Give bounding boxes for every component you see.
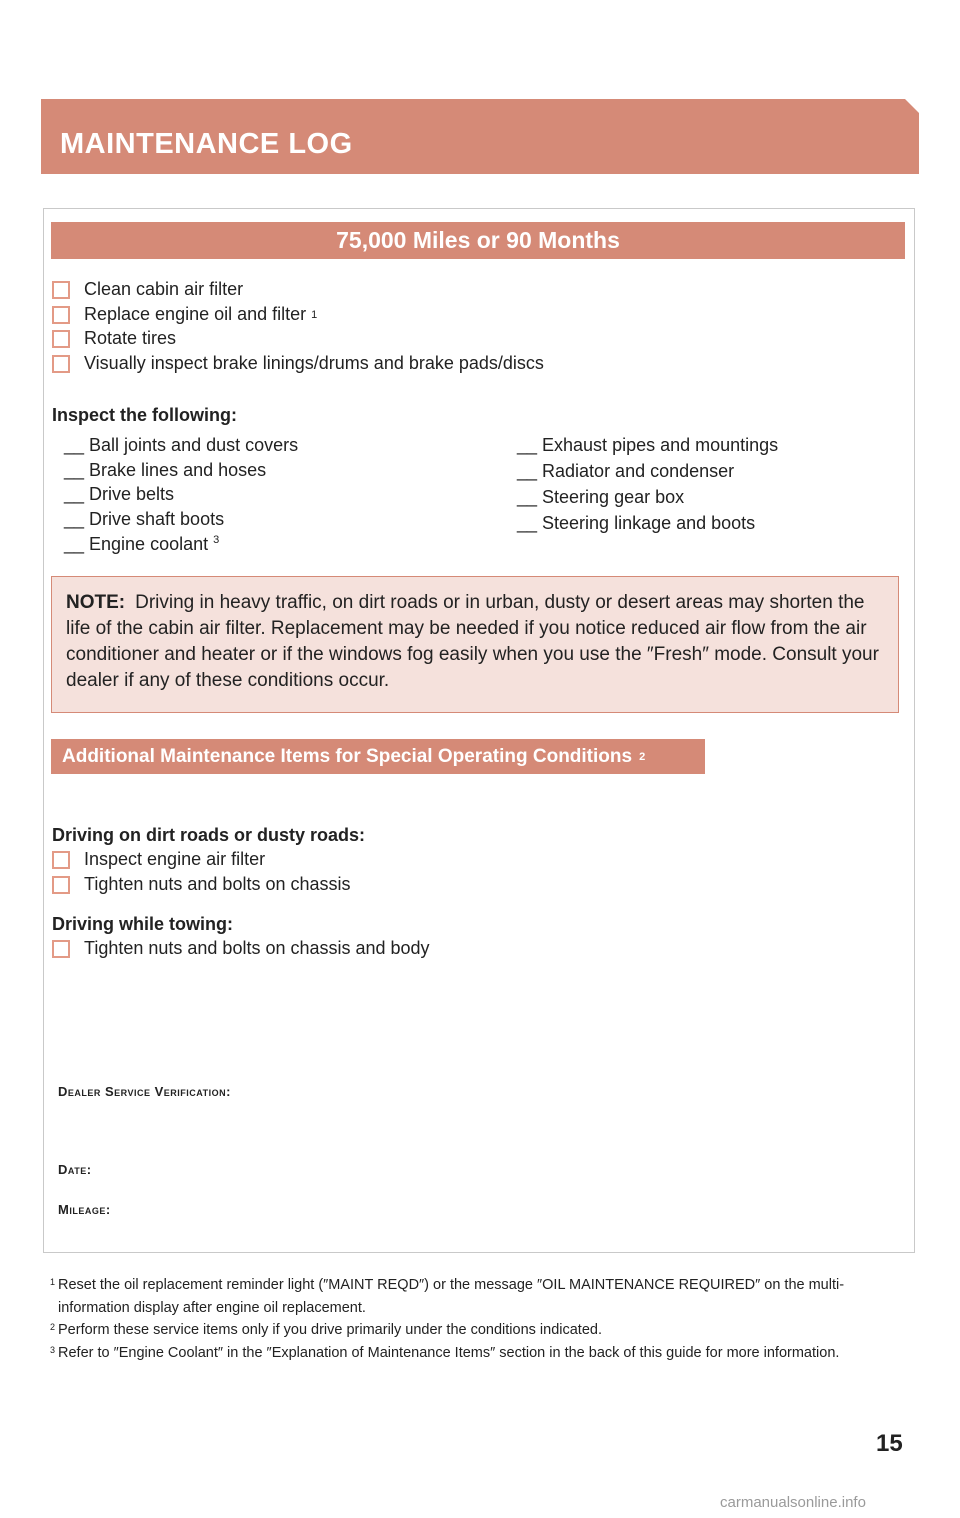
inspect-heading: Inspect the following: <box>52 405 237 425</box>
dealer-verification-label: Dealer Service Verification: <box>58 1084 231 1099</box>
mileage-label: Mileage: <box>58 1202 111 1217</box>
note-label: NOTE: <box>66 592 126 613</box>
inspect-item: __ Radiator and condenser <box>517 461 735 481</box>
inspect-item: __ Steering linkage and boots <box>517 513 756 533</box>
footnotes <box>50 1274 880 1364</box>
inspect-item: __ Drive shaft boots <box>64 509 225 529</box>
dirt-roads-heading: Driving on dirt roads or dusty roads: <box>52 825 366 845</box>
footnote-ref: 3 <box>213 534 220 546</box>
checklist-item-label: Visually inspect brake linings/drums and brake pads/discs <box>84 353 544 373</box>
interval-title: 75,000 Miles or 90 Months <box>51 222 905 259</box>
checklist-item[interactable] <box>52 328 176 349</box>
inspect-item: __ Brake lines and hoses <box>64 460 267 480</box>
checklist-item[interactable] <box>52 353 544 374</box>
checklist-item[interactable] <box>52 849 265 870</box>
checklist-item-label: Inspect engine air filter <box>84 849 266 869</box>
watermark[interactable]: carmanualsonline.info <box>720 1494 866 1511</box>
checklist-item-label: Replace engine oil and filter <box>84 304 307 324</box>
footnote <box>50 1342 880 1365</box>
checkbox-icon[interactable] <box>52 355 70 373</box>
page-number: 15 <box>876 1430 903 1457</box>
inspect-item <box>64 534 219 555</box>
checkbox-icon[interactable] <box>52 330 70 348</box>
checklist-item[interactable]: Replace engine oil and filter 1 <box>52 304 317 325</box>
checklist-item-label: Clean cabin air filter <box>84 279 244 299</box>
checklist-item-label: Tighten nuts and bolts on chassis <box>84 874 351 894</box>
checkbox-icon[interactable] <box>52 306 70 324</box>
date-label: Date: <box>58 1162 92 1177</box>
footnote <box>50 1274 880 1319</box>
checklist-item-label: Rotate tires <box>84 328 177 348</box>
footnote-number: 2 <box>50 1322 56 1332</box>
inspect-item-label: __ Engine coolant <box>64 534 209 554</box>
additional-title-bar: Additional Maintenance Items for Special Operating Conditions 2 <box>51 739 705 774</box>
inspect-item: __ Steering gear box <box>517 487 685 507</box>
checkbox-icon[interactable] <box>52 851 70 869</box>
footnote <box>50 1319 880 1342</box>
checklist-item[interactable] <box>52 938 430 959</box>
towing-heading: Driving while towing: <box>52 914 233 934</box>
inspect-item: __ Exhaust pipes and mountings <box>517 435 779 455</box>
footnote-text: Reset the oil replacement reminder light (″MAINT REQD″) or the message ″OIL MAINTENANCE REQUIRED″ on the multi-information display after engine oil replacement. <box>58 1277 845 1316</box>
inspect-item: __ Ball joints and dust covers <box>64 435 299 455</box>
footnote-text: Perform these service items only if you drive primarily under the conditions indicated. <box>58 1322 602 1338</box>
footnote-number: 1 <box>50 1277 56 1287</box>
footnote-text: Refer to ″Engine Coolant″ in the ″Explanation of Maintenance Items″ section in the back of this guide for more information. <box>58 1344 840 1361</box>
note-text <box>66 590 886 694</box>
inspect-item: __ Drive belts <box>64 484 175 504</box>
note-body: Driving in heavy traffic, on dirt roads or in urban, dusty or desert areas may shorten the life of the cabin air filter. Replacement may be needed if you notice reduced air flow from the air conditioner and heater or if the windows fog easily when you use the ″Fresh″ mode. Consult your dealer if any of these conditions occur. <box>66 592 879 691</box>
footnote-number: 3 <box>50 1344 56 1355</box>
checkbox-icon[interactable] <box>52 281 70 299</box>
checkbox-icon[interactable] <box>52 940 70 958</box>
checklist-item-label: Tighten nuts and bolts on chassis and body <box>84 938 430 958</box>
additional-title: Additional Maintenance Items for Special Operating Conditions <box>62 745 633 767</box>
page-title: MAINTENANCE LOG <box>60 128 353 160</box>
checkbox-icon[interactable] <box>52 876 70 894</box>
checklist-item[interactable] <box>52 874 351 895</box>
checklist-item[interactable] <box>52 279 243 300</box>
